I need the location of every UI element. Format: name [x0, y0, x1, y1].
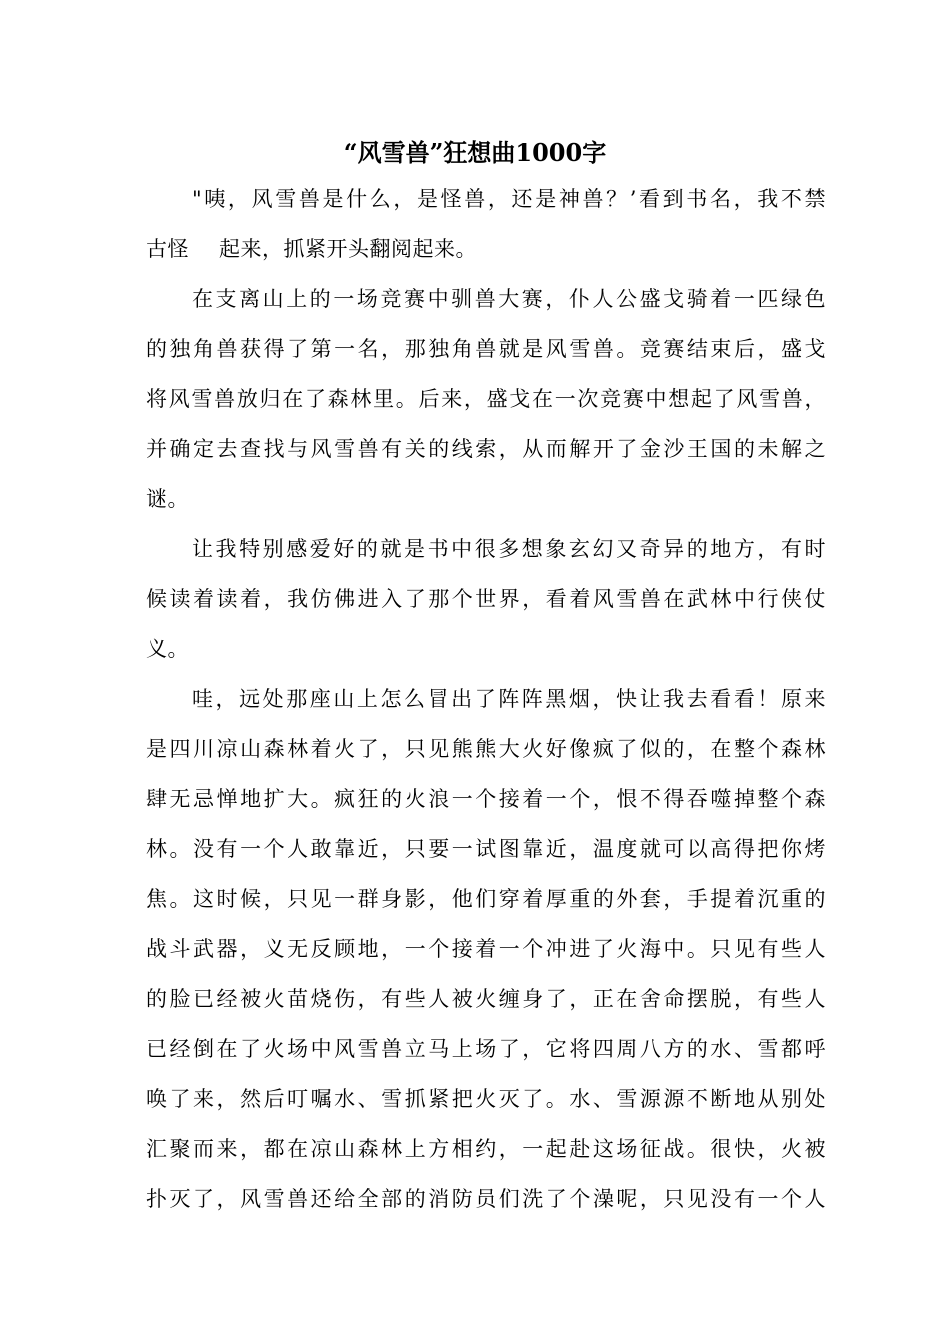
text-line: 的脸已经被火苗烧伤，有些人被火缠身了，正在舍命摆脱，有些人 [146, 987, 826, 1011]
text-line: 让我特别感爱好的就是书中很多想象玄幻又奇异的地方，有时 [192, 537, 826, 561]
text-fragment: 古怪 [146, 237, 189, 261]
text-line: 义。 [146, 637, 189, 661]
text-line: 哇，远处那座山上怎么冒出了阵阵黑烟，快让我去看看！原来 [192, 687, 826, 711]
text-line: 汇聚而来，都在凉山森林上方相约，一起赴这场征战。很快，火被 [146, 1137, 826, 1161]
text-line: 林。没有一个人敢靠近，只要一试图靠近，温度就可以高得把你烤 [146, 837, 826, 861]
document-title: “风雪兽”狂想曲1000字 [343, 138, 607, 167]
text-line: "咦，风雪兽是什么，是怪兽，还是神兽？’看到书名，我不禁 [192, 187, 826, 211]
text-line: 候读着读着，我仿佛进入了那个世界，看着风雪兽在武林中行侠仗 [146, 587, 826, 611]
text-line: 将风雪兽放归在了森林里。后来，盛戈在一次竞赛中想起了风雪兽， [146, 387, 826, 411]
text-line: 在支离山上的一场竞赛中驯兽大赛，仆人公盛戈骑着一匹绿色 [192, 287, 826, 311]
text-line: 唤了来，然后叮嘱水、雪抓紧把火灭了。水、雪源源不断地从别处 [146, 1087, 826, 1111]
text-line [146, 224, 826, 274]
text-line: 已经倒在了火场中风雪兽立马上场了，它将四周八方的水、雪都呼 [146, 1037, 826, 1061]
text-line: 扑灭了，风雪兽还给全部的消防员们洗了个澡呢，只见没有一个人 [146, 1187, 826, 1211]
text-line: 并确定去查找与风雪兽有关的线索，从而解开了金沙王国的未解之 [146, 437, 826, 461]
text-line: 肆无忌惮地扩大。疯狂的火浪一个接着一个，恨不得吞噬掉整个森 [146, 787, 826, 811]
text-line: 战斗武器，义无反顾地，一个接着一个冲进了火海中。只见有些人 [146, 937, 826, 961]
text-line: 是四川凉山森林着火了，只见熊熊大火好像疯了似的，在整个森林 [146, 737, 826, 761]
text-fragment: 起来，抓紧开头翻阅起来。 [219, 237, 477, 261]
text-line: 焦。这时候，只见一群身影，他们穿着厚重的外套，手提着沉重的 [146, 887, 826, 911]
text-line: 谜。 [146, 487, 189, 511]
text-line: 的独角兽获得了第一名，那独角兽就是风雪兽。竞赛结束后，盛戈 [146, 337, 826, 361]
